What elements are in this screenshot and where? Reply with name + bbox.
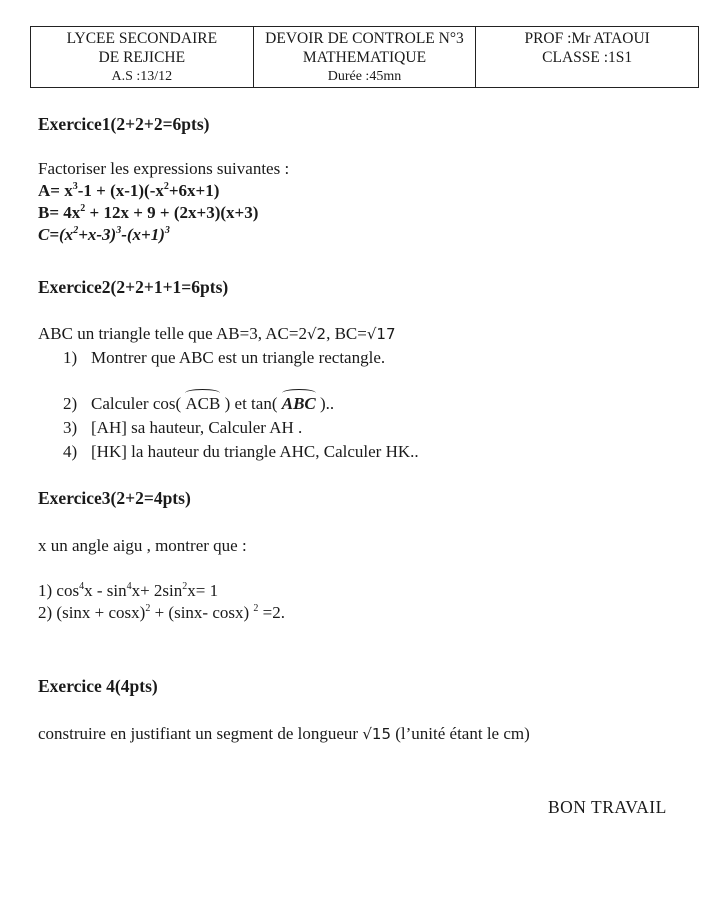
exercise3-instruction: x un angle aigu , montrer que : bbox=[38, 536, 247, 555]
exam-subject: MATHEMATIQUE bbox=[302, 49, 427, 66]
exam-cell bbox=[253, 27, 476, 88]
angle-acb: ACB bbox=[185, 392, 220, 416]
closing-text: BON TRAVAIL bbox=[548, 797, 667, 817]
sqrt-15: √15 bbox=[362, 725, 391, 743]
class-name: CLASSE :1S1 bbox=[542, 49, 633, 66]
exercise2-title: Exercice2(2+2+1+1=6pts) bbox=[38, 277, 229, 297]
exam-title: DEVOIR DE CONTROLE N°3 bbox=[265, 30, 464, 47]
exercise3-items bbox=[38, 580, 285, 624]
exam-duration: Durée :45mn bbox=[327, 69, 402, 84]
exercise1-section bbox=[38, 158, 289, 246]
exercise1-instruction: Factoriser les expressions suivantes : bbox=[38, 159, 290, 178]
teacher-cell bbox=[476, 27, 699, 88]
question-4: 4) [HK] la hauteur du triangle AHC, Calculer HK.. bbox=[63, 442, 419, 461]
question-2: 2) Calculer cos( ACB ) et tan( ABC ).. bbox=[63, 392, 419, 416]
expression-a: $A= x^3-1 + (x-1)(-x^2+6x+1)$ bbox=[38, 181, 220, 200]
school-year: A.S :13/12 bbox=[111, 69, 173, 84]
exercise4-title: Exercice 4(4pts) bbox=[38, 676, 158, 696]
exercise3-title: Exercice3(2+2=4pts) bbox=[38, 488, 191, 508]
expression-b: $B= 4x^2 + 12x + 9 + (2x+3)(x+3)$ bbox=[38, 203, 259, 222]
exercise1-title: Exercice1(2+2+2=6pts) bbox=[38, 114, 210, 134]
sqrt-17: √17 bbox=[366, 325, 396, 343]
school-name-line1: LYCEE SECONDAIRE bbox=[66, 30, 218, 47]
teacher-name: PROF :Mr ATAOUI bbox=[524, 30, 650, 47]
exercise2-questions bbox=[38, 346, 419, 464]
question-3: 3) [AH] sa hauteur, Calculer AH . bbox=[63, 418, 303, 437]
identity-2: 2) $(\sin x + \cos x)^2 + (\sin x-$ cosx) $^2$ =2. bbox=[38, 603, 285, 622]
header-table bbox=[30, 26, 699, 88]
exercise4-statement: construire en justifiant un segment de longueur √15 (l’unité étant le cm) bbox=[38, 724, 530, 743]
angle-abc: ABC bbox=[282, 392, 316, 416]
exercise2-statement: ABC un triangle telle que AB=3, AC=2√2, BC=√17 bbox=[38, 324, 396, 343]
school-cell bbox=[31, 27, 254, 88]
question-1: 1) Montrer que ABC est un triangle rectangle. bbox=[63, 348, 386, 367]
identity-1: 1) $\cos^4x - \sin^4x+ 2\sin^2x= 1$ bbox=[38, 581, 219, 600]
sqrt-2: √2 bbox=[306, 325, 327, 343]
school-name-line2: DE REJICHE bbox=[98, 49, 186, 66]
expression-c: $C=(x^2+x-3)^3-(x+1)^3$ bbox=[38, 225, 170, 244]
